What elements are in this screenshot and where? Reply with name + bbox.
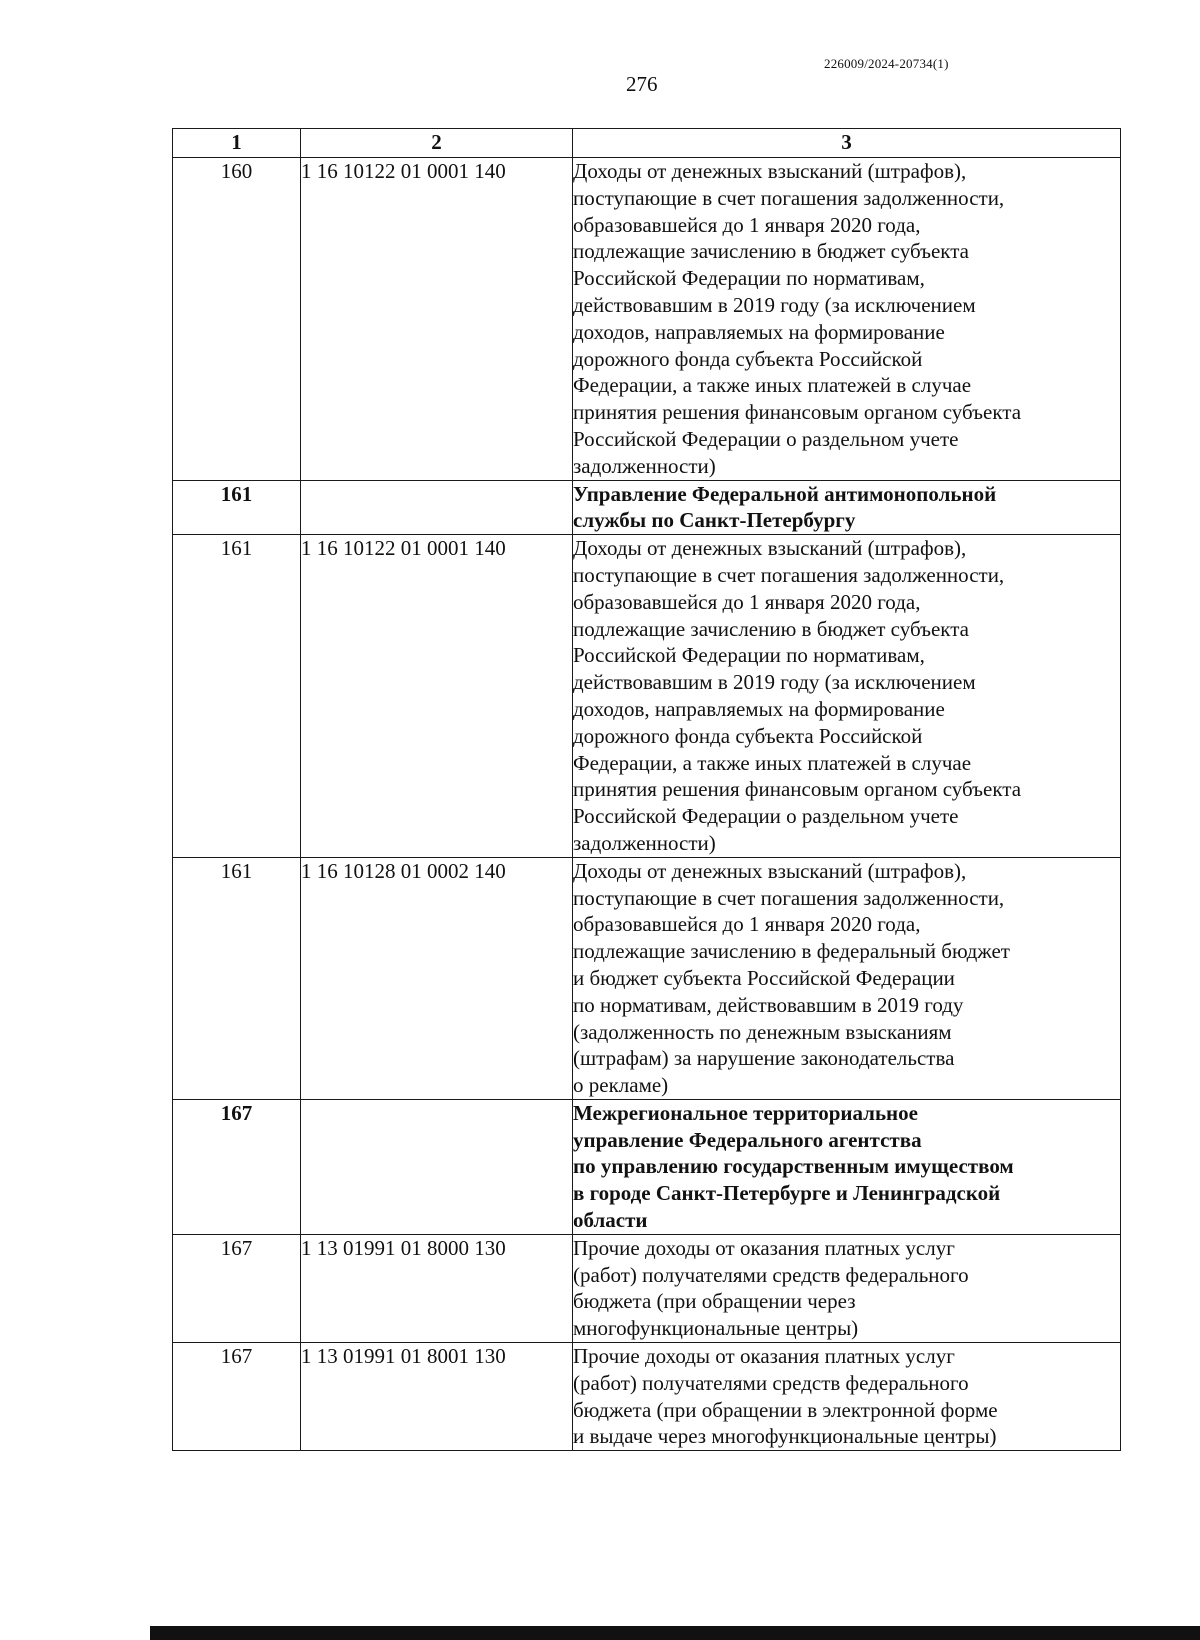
column-header-1: 1 xyxy=(173,129,301,158)
description-line: многофункциональные центры) xyxy=(573,1316,859,1341)
budget-code-cell: 1 16 10128 01 0002 140 xyxy=(301,857,573,1099)
table-row xyxy=(173,857,1121,1099)
table-row xyxy=(173,1343,1121,1451)
budget-code-cell: 1 13 01991 01 8000 130 xyxy=(301,1234,573,1342)
table-row xyxy=(173,535,1121,858)
description-line: дорожного фонда субъекта Российской xyxy=(573,723,923,748)
description-line: задолженности) xyxy=(573,830,716,855)
table-row xyxy=(173,1234,1121,1342)
description-line: Прочие доходы от оказания платных услуг xyxy=(573,1235,955,1260)
description-line: Межрегиональное территориальное xyxy=(573,1100,918,1125)
description-line: в городе Санкт-Петербурге и Ленинградской xyxy=(573,1181,1001,1206)
description-line: подлежащие зачислению в бюджет субъекта xyxy=(573,616,969,641)
description-line: (работ) получателями средств федерального xyxy=(573,1370,969,1395)
column-header-3: 3 xyxy=(573,129,1121,158)
row-number-cell: 161 xyxy=(173,480,301,535)
description-line: области xyxy=(573,1208,648,1233)
description-line: службы по Санкт-Петербургу xyxy=(573,508,856,533)
description-line: по нормативам, действовавшим в 2019 году xyxy=(573,992,964,1017)
description-line: Российской Федерации о раздельном учете xyxy=(573,426,959,451)
budget-code-cell xyxy=(301,1099,573,1234)
row-number-cell: 161 xyxy=(173,857,301,1099)
description-line: и бюджет субъекта Российской Федерации xyxy=(573,965,955,990)
description-line: действовавшим в 2019 году (за исключением xyxy=(573,670,976,695)
description-line: образовавшейся до 1 января 2020 года, xyxy=(573,212,921,237)
table-row xyxy=(173,480,1121,535)
table-row xyxy=(173,1099,1121,1234)
budget-code-cell xyxy=(301,480,573,535)
description-line: Управление Федеральной антимонопольной xyxy=(573,481,997,506)
description-line: доходов, направляемых на формирование xyxy=(573,696,945,721)
budget-code-cell: 1 16 10122 01 0001 140 xyxy=(301,535,573,858)
income-description-cell xyxy=(573,158,1121,481)
description-line: поступающие в счет погашения задолженности, xyxy=(573,562,1005,587)
income-description-cell xyxy=(573,1234,1121,1342)
agency-name-cell xyxy=(573,480,1121,535)
income-description-cell xyxy=(573,1343,1121,1451)
description-line: бюджета (при обращении через xyxy=(573,1289,856,1314)
description-line: Российской Федерации по нормативам, xyxy=(573,643,925,668)
document-id: 226009/2024-20734(1) xyxy=(824,56,949,71)
description-line: дорожного фонда субъекта Российской xyxy=(573,346,923,371)
row-number-cell: 161 xyxy=(173,535,301,858)
row-number-cell: 160 xyxy=(173,158,301,481)
income-description-cell xyxy=(573,535,1121,858)
description-line: (штрафам) за нарушение законодательства xyxy=(573,1046,955,1071)
description-line: Доходы от денежных взысканий (штрафов), xyxy=(573,536,967,561)
row-number-cell: 167 xyxy=(173,1343,301,1451)
description-line: подлежащие зачислению в бюджет субъекта xyxy=(573,239,969,264)
description-line: по управлению государственным имуществом xyxy=(573,1154,1014,1179)
table-body xyxy=(173,158,1121,1451)
description-line: Прочие доходы от оказания платных услуг xyxy=(573,1344,955,1369)
description-line: Доходы от денежных взысканий (штрафов), xyxy=(573,858,967,883)
description-line: Российской Федерации по нормативам, xyxy=(573,266,925,291)
description-line: и выдаче через многофункциональные центры) xyxy=(573,1424,997,1449)
budget-codes-table xyxy=(172,128,1121,1451)
description-line: поступающие в счет погашения задолженности, xyxy=(573,885,1005,910)
description-line: Федерации, а также иных платежей в случае xyxy=(573,750,972,775)
description-line: Российской Федерации о раздельном учете xyxy=(573,804,959,829)
description-line: бюджета (при обращении в электронной форме xyxy=(573,1397,998,1422)
budget-code-cell: 1 16 10122 01 0001 140 xyxy=(301,158,573,481)
description-line: образовавшейся до 1 января 2020 года, xyxy=(573,589,921,614)
description-line: (работ) получателями средств федерального xyxy=(573,1262,969,1287)
description-line: принятия решения финансовым органом субъекта xyxy=(573,777,1022,802)
table-row xyxy=(173,158,1121,481)
description-line: задолженности) xyxy=(573,453,716,478)
description-line: управление Федерального агентства xyxy=(573,1127,922,1152)
description-line: действовавшим в 2019 году (за исключением xyxy=(573,292,976,317)
row-number-cell: 167 xyxy=(173,1099,301,1234)
description-line: Доходы от денежных взысканий (штрафов), xyxy=(573,159,967,183)
description-line: доходов, направляемых на формирование xyxy=(573,319,945,344)
scan-edge-bar xyxy=(150,1626,1200,1640)
page-number: 276 xyxy=(626,72,658,96)
description-line: образовавшейся до 1 января 2020 года, xyxy=(573,912,921,937)
column-header-2: 2 xyxy=(301,129,573,158)
budget-code-cell: 1 13 01991 01 8001 130 xyxy=(301,1343,573,1451)
description-line: подлежащие зачислению в федеральный бюджет xyxy=(573,939,1010,964)
row-number-cell: 167 xyxy=(173,1234,301,1342)
description-line: поступающие в счет погашения задолженности, xyxy=(573,185,1005,210)
income-description-cell xyxy=(573,857,1121,1099)
agency-name-cell xyxy=(573,1099,1121,1234)
description-line: принятия решения финансовым органом субъекта xyxy=(573,400,1022,425)
table-header-row xyxy=(173,129,1121,158)
description-line: о рекламе) xyxy=(573,1073,669,1098)
description-line: Федерации, а также иных платежей в случае xyxy=(573,373,972,398)
description-line: (задолженность по денежным взысканиям xyxy=(573,1019,952,1044)
